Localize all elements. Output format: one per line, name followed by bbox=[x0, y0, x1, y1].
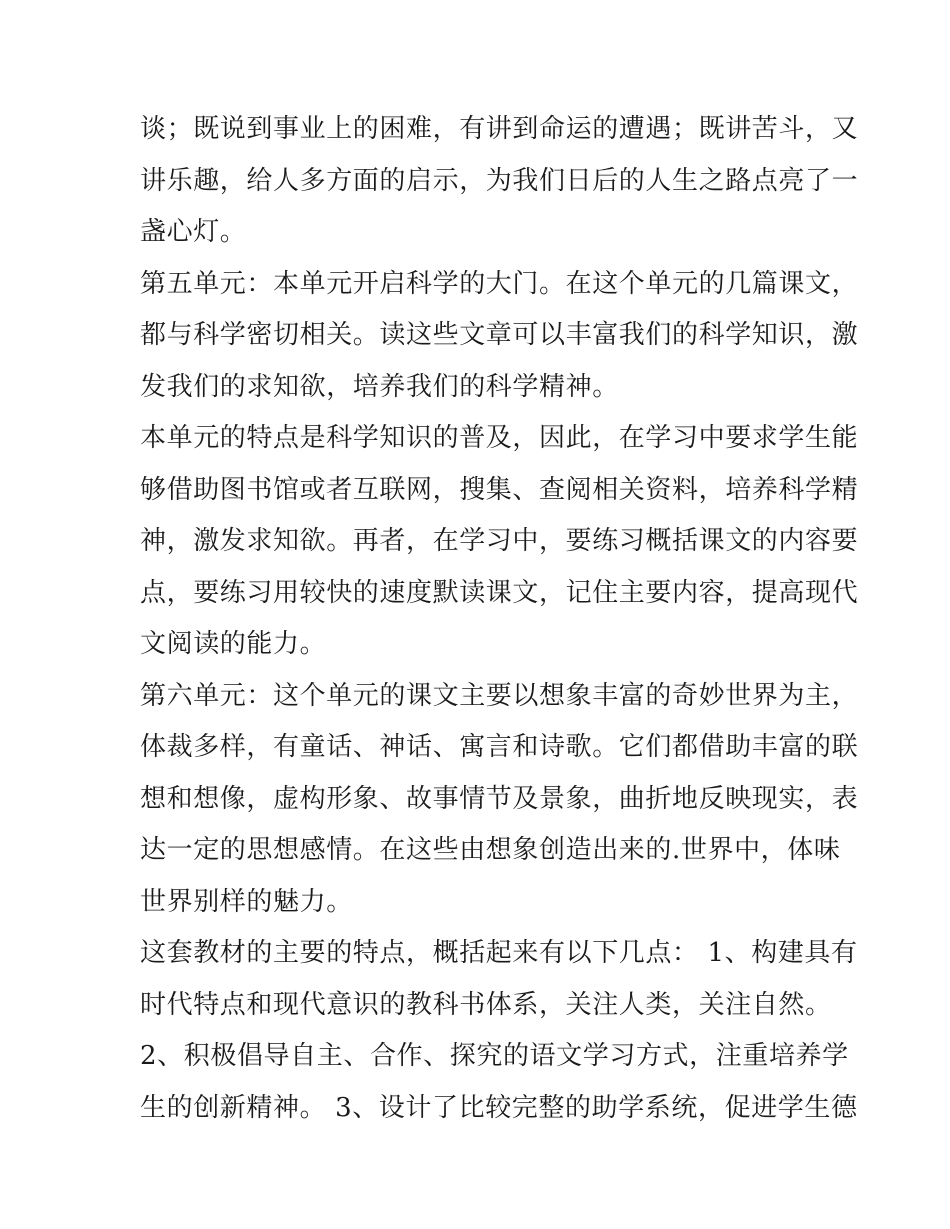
text-line: 第五单元：本单元开启科学的大门。在这个单元的几篇课文， bbox=[140, 268, 859, 299]
text-line: 想和想像，虚构形象、故事情节及景象，曲折地反映现实，表 bbox=[140, 783, 859, 814]
text-line: 发我们的求知欲，培养我们的科学精神。 bbox=[140, 371, 619, 402]
text-line: 够借助图书馆或者互联网，搜集、查阅相关资料，培养科学精 bbox=[140, 474, 859, 505]
text-line: 都与科学密切相关。读这些文章可以丰富我们的科学知识，激 bbox=[140, 320, 859, 350]
text-line: 谈；既说到事业上的困难，有讲到命运的遭遇；既讲苦斗，又 bbox=[140, 114, 859, 144]
text-line: 点，要练习用较快的速度默读课文，记住主要内容，提高现代 bbox=[140, 577, 859, 608]
text-line: 世界别样的魅力。 bbox=[140, 886, 353, 917]
text-line: 达一定的思想感情。在这些由想象创造出来的.世界中，体味 bbox=[140, 835, 841, 865]
text-line: 时代特点和现代意识的教科书体系，关注人类，关注自然。 bbox=[140, 989, 832, 1020]
text-line: 这套教材的主要的特点，概括起来有以下几点： 1、构建具有 bbox=[140, 938, 858, 968]
text-line: 2、积极倡导自主、合作、探究的语文学习方式，注重培养学 bbox=[140, 1041, 849, 1071]
text-line: 第六单元：这个单元的课文主要以想象丰富的奇妙世界为主， bbox=[140, 680, 859, 711]
text-line: 讲乐趣，给人多方面的启示，为我们日后的人生之路点亮了一 bbox=[140, 165, 859, 196]
text-line: 本单元的特点是科学知识的普及，因此，在学习中要求学生能 bbox=[140, 423, 859, 453]
text-line: 生的创新精神。 3、设计了比较完整的助学系统，促进学生德 bbox=[140, 1092, 858, 1123]
body-text bbox=[140, 104, 859, 1134]
text-line: 文阅读的能力。 bbox=[140, 629, 327, 659]
text-line: 盏心灯。 bbox=[140, 217, 247, 247]
text-line: 神，激发求知欲。再者，在学习中，要练习概括课文的内容要 bbox=[140, 526, 859, 556]
text-line: 体裁多样，有童话、神话、寓言和诗歌。它们都借助丰富的联 bbox=[140, 732, 859, 762]
